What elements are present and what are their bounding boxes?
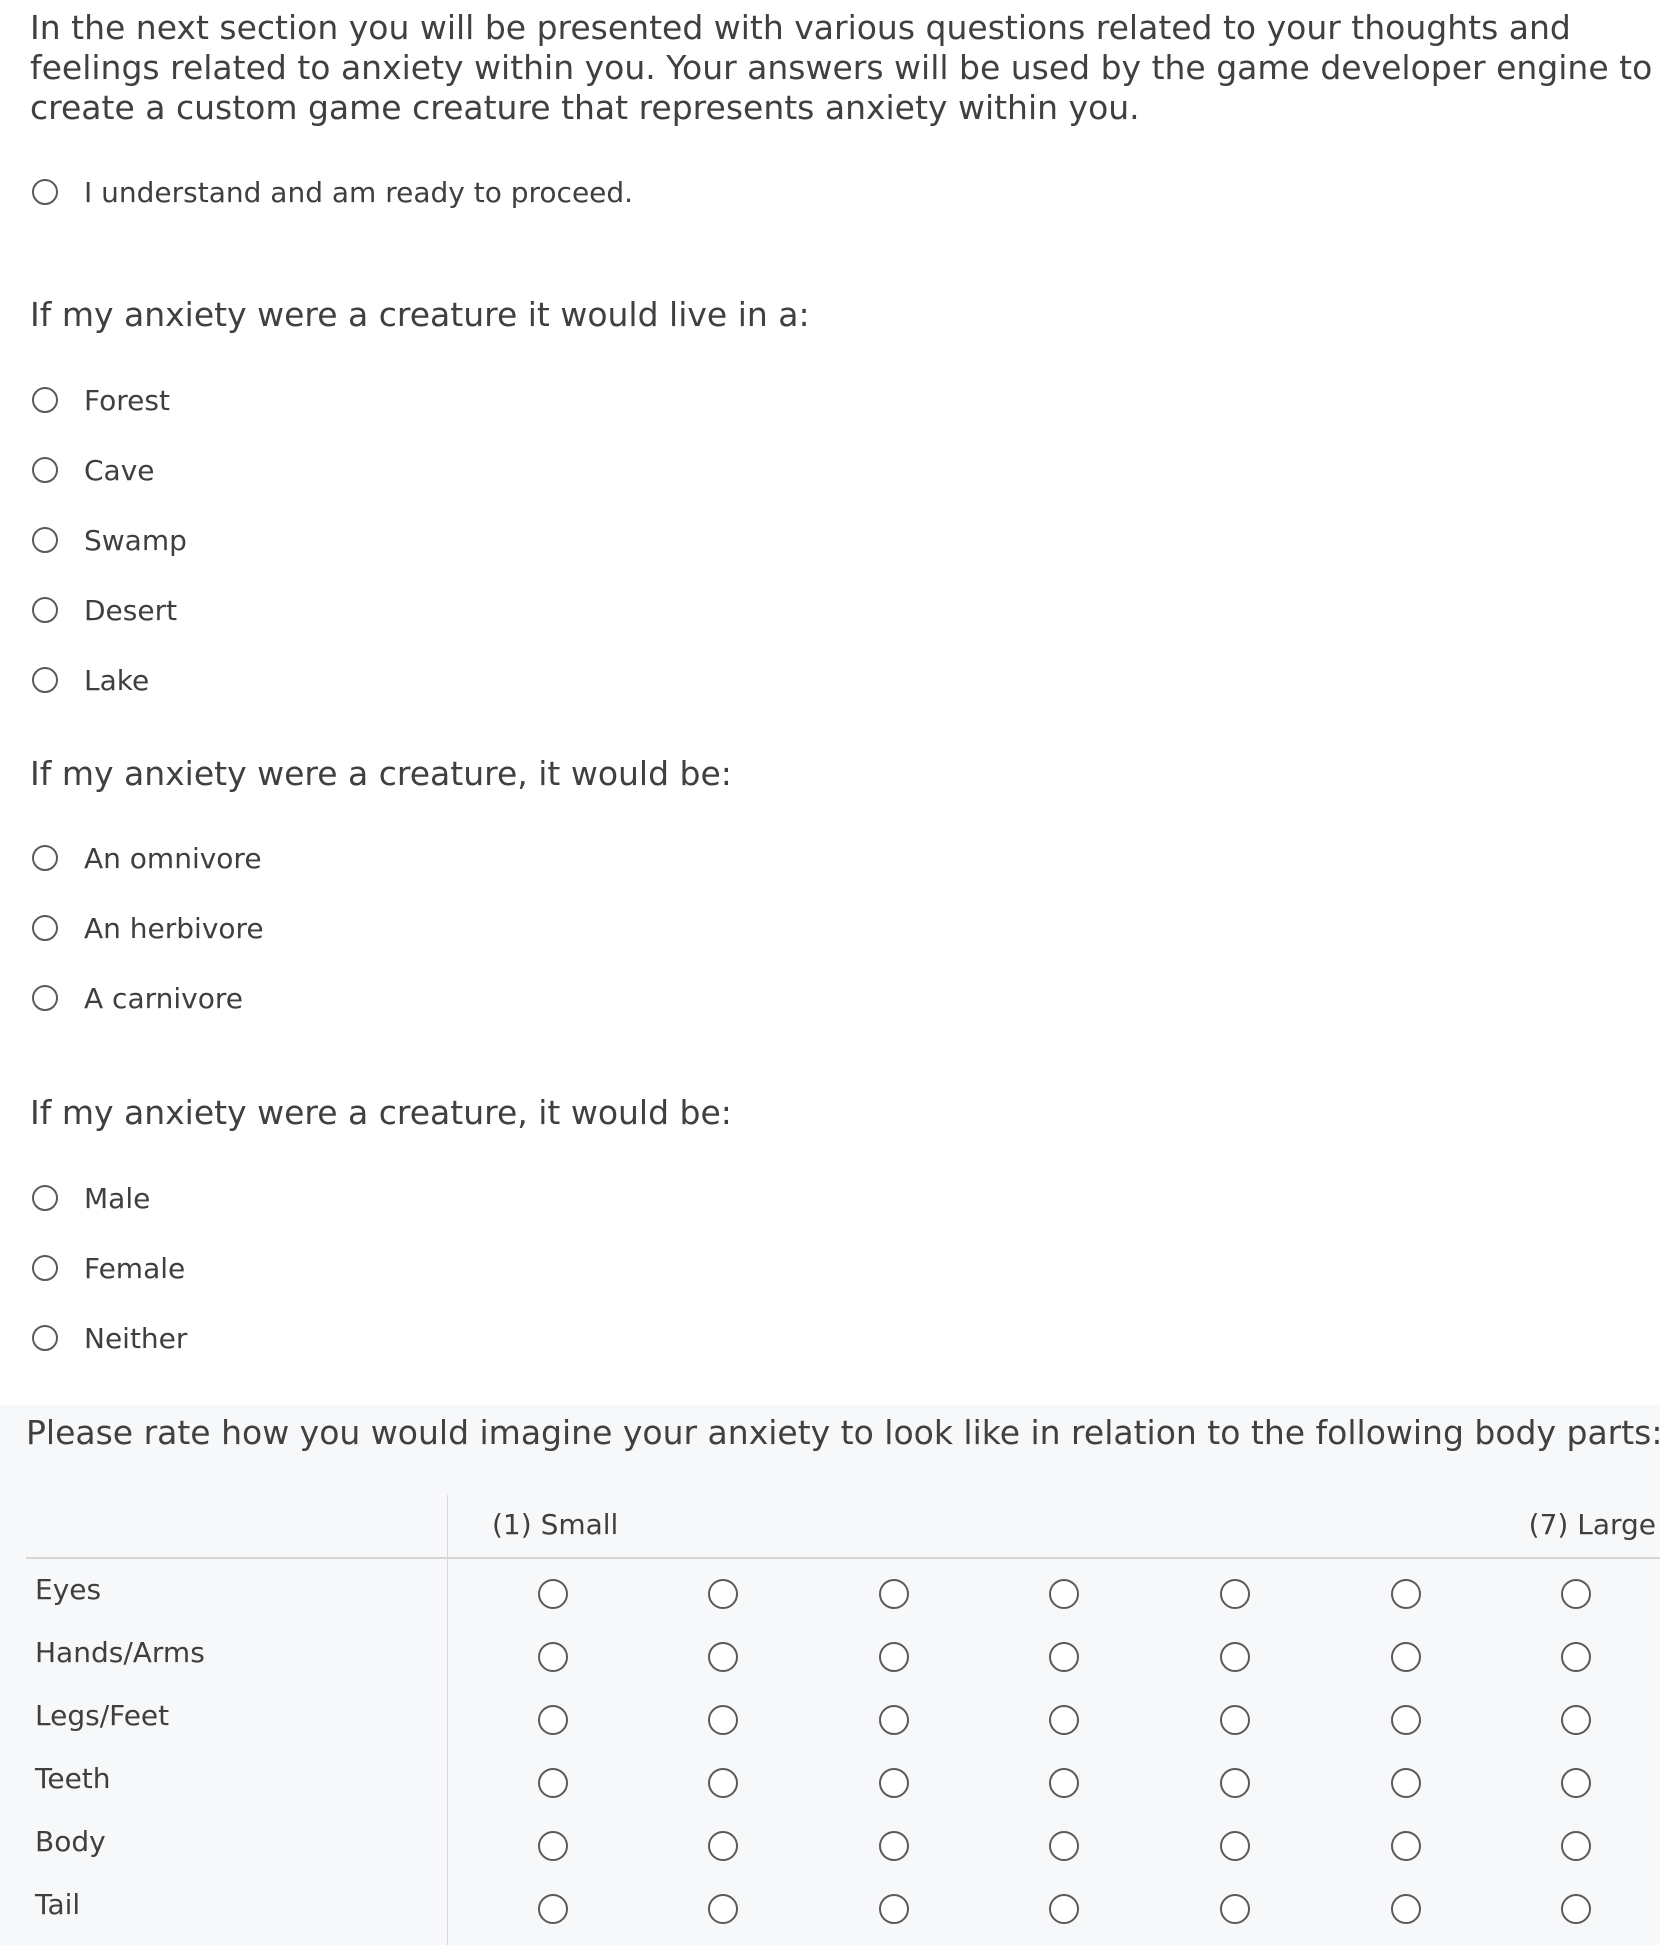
teeth-radio-6[interactable] [1391,1768,1421,1798]
hands-arms-radio-5[interactable] [1220,1642,1250,1672]
matrix-question: Please rate how you would imagine your anxiety to look like in relation to the following body parts: [26,1413,1663,1452]
habitat-radio-swamp[interactable] [32,527,58,553]
sex-option-neither[interactable] [32,1318,187,1358]
eyes-radio-4[interactable] [1049,1579,1079,1609]
habitat-option-cave[interactable] [32,450,155,490]
habitat-question: If my anxiety were a creature it would live in a: [30,295,810,334]
body-radio-5[interactable] [1220,1831,1250,1861]
habitat-option-swamp[interactable] [32,520,187,560]
habitat-label-forest: Forest [84,383,170,417]
diet-option-herbivore[interactable] [32,908,264,948]
diet-question: If my anxiety were a creature, it would be: [30,754,732,793]
consent-option[interactable] [32,172,633,212]
legs-feet-radio-4[interactable] [1049,1705,1079,1735]
eyes-radio-6[interactable] [1391,1579,1421,1609]
matrix-row-eyes [0,1565,1660,1628]
teeth-radio-1[interactable] [538,1768,568,1798]
diet-label-carnivore: A carnivore [84,981,243,1015]
habitat-option-desert[interactable] [32,590,177,630]
legs-feet-radio-2[interactable] [708,1705,738,1735]
body-radio-7[interactable] [1561,1831,1591,1861]
scale-high-label: (7) Large [1528,1508,1656,1541]
body-parts-matrix [0,1405,1663,1945]
consent-label: I understand and am ready to proceed. [84,175,634,209]
teeth-radio-2[interactable] [708,1768,738,1798]
row-label-tail: Tail [35,1888,81,1921]
tail-radio-4[interactable] [1049,1894,1079,1924]
teeth-radio-4[interactable] [1049,1768,1079,1798]
consent-radio[interactable] [32,179,58,205]
diet-option-omnivore[interactable] [32,838,262,878]
tail-radio-7[interactable] [1561,1894,1591,1924]
tail-radio-2[interactable] [708,1894,738,1924]
eyes-radio-2[interactable] [708,1579,738,1609]
sex-label-neither: Neither [84,1321,188,1355]
legs-feet-radio-1[interactable] [538,1705,568,1735]
diet-radio-omnivore[interactable] [32,845,58,871]
matrix-row-legs-feet [0,1691,1660,1754]
diet-radio-carnivore[interactable] [32,985,58,1011]
legs-feet-radio-5[interactable] [1220,1705,1250,1735]
scale-low-label: (1) Small [492,1508,619,1541]
row-label-hands-arms: Hands/Arms [35,1636,205,1669]
tail-radio-3[interactable] [879,1894,909,1924]
hands-arms-radio-7[interactable] [1561,1642,1591,1672]
body-radio-3[interactable] [879,1831,909,1861]
diet-radio-herbivore[interactable] [32,915,58,941]
sex-label-female: Female [84,1251,186,1285]
habitat-radio-desert[interactable] [32,597,58,623]
sex-option-male[interactable] [32,1178,150,1218]
teeth-radio-3[interactable] [879,1768,909,1798]
row-label-legs-feet: Legs/Feet [35,1699,170,1732]
habitat-option-forest[interactable] [32,380,170,420]
sex-radio-male[interactable] [32,1185,58,1211]
body-radio-6[interactable] [1391,1831,1421,1861]
habitat-label-lake: Lake [84,663,150,697]
sex-question: If my anxiety were a creature, it would be: [30,1093,732,1132]
eyes-radio-7[interactable] [1561,1579,1591,1609]
habitat-label-cave: Cave [84,453,155,487]
sex-radio-neither[interactable] [32,1325,58,1351]
eyes-radio-3[interactable] [879,1579,909,1609]
eyes-radio-1[interactable] [538,1579,568,1609]
tail-radio-1[interactable] [538,1894,568,1924]
body-radio-4[interactable] [1049,1831,1079,1861]
sex-option-female[interactable] [32,1248,185,1288]
habitat-radio-cave[interactable] [32,457,58,483]
habitat-radio-forest[interactable] [32,387,58,413]
habitat-option-lake[interactable] [32,660,149,700]
matrix-row-tail [0,1880,1660,1943]
habitat-radio-lake[interactable] [32,667,58,693]
row-label-body: Body [35,1825,106,1858]
habitat-label-desert: Desert [84,593,178,627]
habitat-label-swamp: Swamp [84,523,187,557]
sex-label-male: Male [84,1181,151,1215]
hands-arms-radio-1[interactable] [538,1642,568,1672]
diet-label-herbivore: An herbivore [84,911,264,945]
legs-feet-radio-3[interactable] [879,1705,909,1735]
eyes-radio-5[interactable] [1220,1579,1250,1609]
diet-option-carnivore[interactable] [32,978,243,1018]
teeth-radio-5[interactable] [1220,1768,1250,1798]
matrix-row-hands-arms [0,1628,1660,1691]
hands-arms-radio-6[interactable] [1391,1642,1421,1672]
hands-arms-radio-4[interactable] [1049,1642,1079,1672]
legs-feet-radio-6[interactable] [1391,1705,1421,1735]
legs-feet-radio-7[interactable] [1561,1705,1591,1735]
intro-text: In the next section you will be presented with various questions related to your thoughts and feelings related to anxiety within you. Your answers will be used by the game developer engine to create a custom game creature that represents anxiety within you. [30,8,1653,127]
tail-radio-6[interactable] [1391,1894,1421,1924]
body-radio-1[interactable] [538,1831,568,1861]
diet-label-omnivore: An omnivore [84,841,262,875]
hands-arms-radio-2[interactable] [708,1642,738,1672]
matrix-divider-horizontal [26,1557,1660,1559]
row-label-eyes: Eyes [35,1573,102,1606]
sex-radio-female[interactable] [32,1255,58,1281]
row-label-teeth: Teeth [35,1762,111,1795]
body-radio-2[interactable] [708,1831,738,1861]
hands-arms-radio-3[interactable] [879,1642,909,1672]
matrix-row-body [0,1817,1660,1880]
tail-radio-5[interactable] [1220,1894,1250,1924]
matrix-row-teeth [0,1754,1660,1817]
teeth-radio-7[interactable] [1561,1768,1591,1798]
